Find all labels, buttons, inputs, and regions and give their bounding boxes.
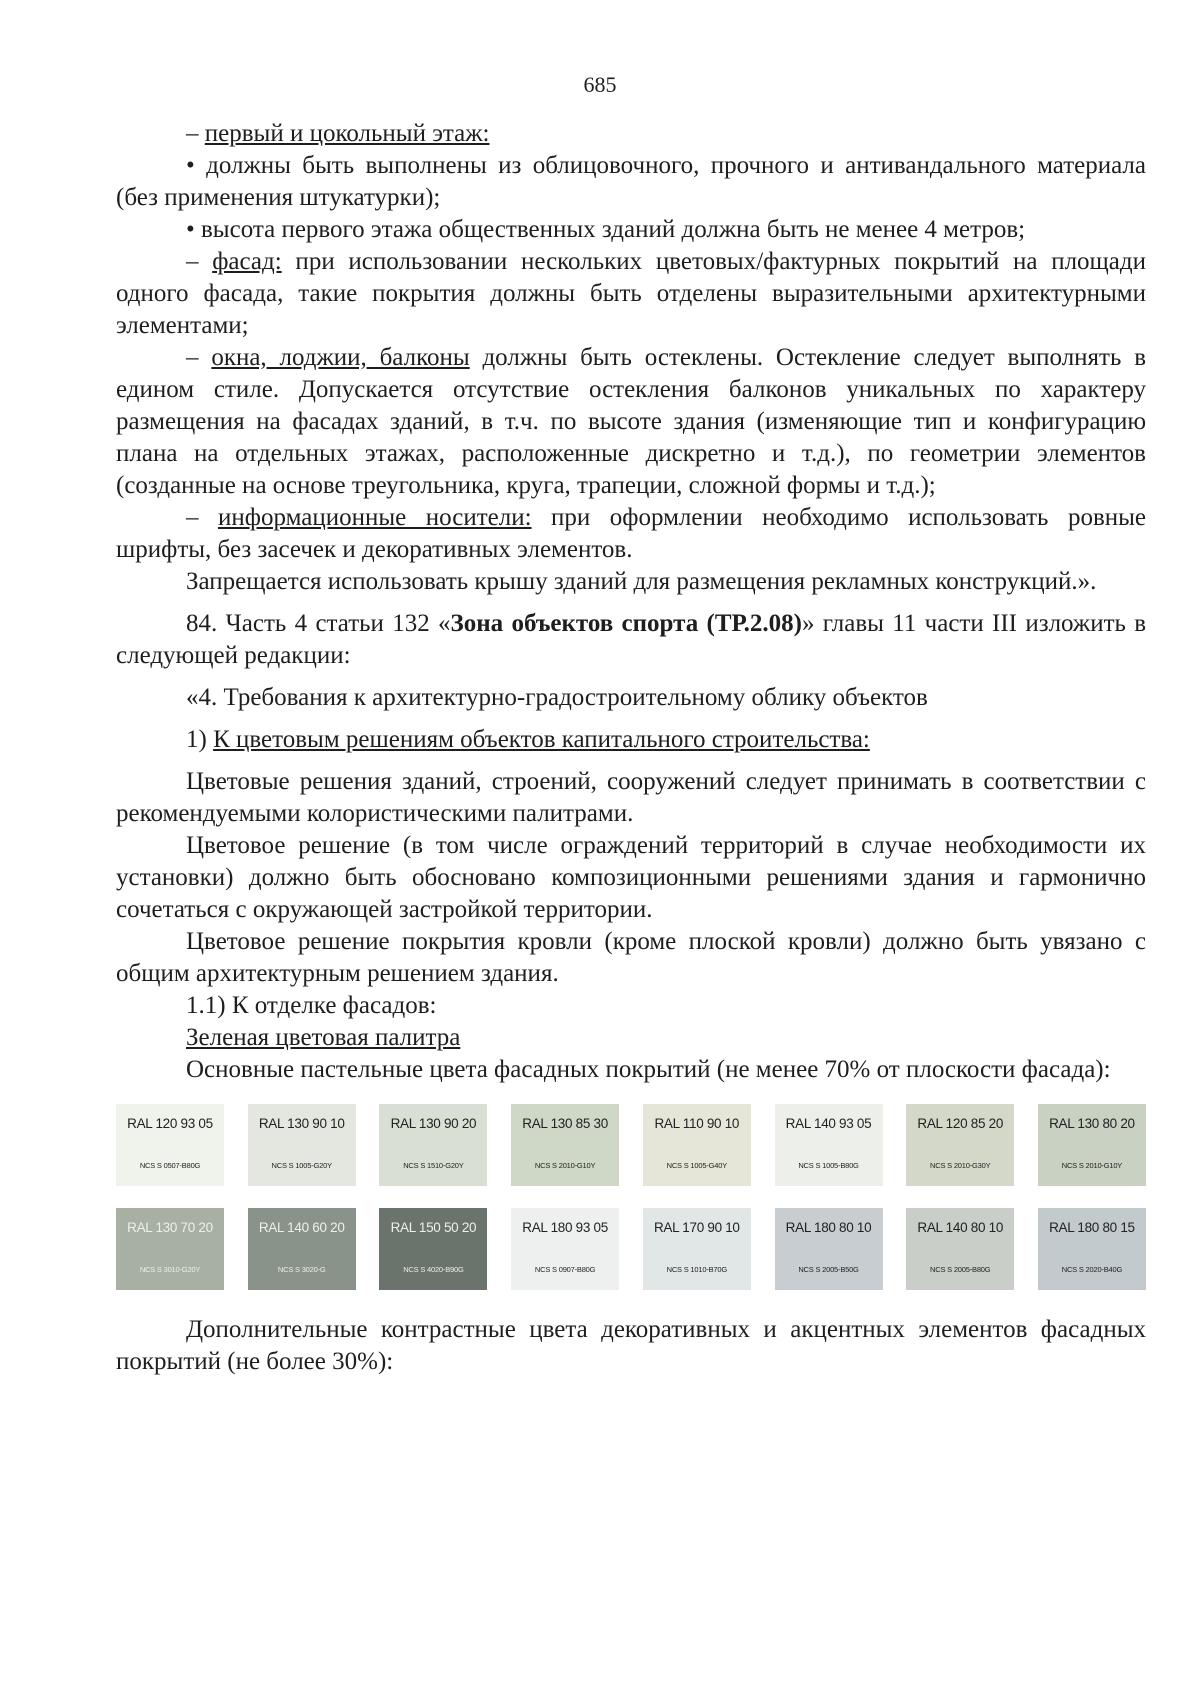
ncs-code: NCS S 1510-G20Y xyxy=(403,1161,464,1170)
ncs-code: NCS S 1010-B70G xyxy=(666,1265,727,1274)
ncs-code: NCS S 1005-G40Y xyxy=(666,1161,727,1170)
paragraph-requirements-heading: «4. Требования к архитектурно-градостроительному облику объектов xyxy=(186,684,928,711)
term-facade: фасад: xyxy=(212,248,282,275)
paragraph-cladding: • должны быть выполнены из облицовочного, прочного и антивандального материала (без применения штукатурки); xyxy=(116,152,1146,211)
color-swatch xyxy=(1038,1208,1146,1290)
term-first-floor: первый и цокольный этаж: xyxy=(204,120,490,147)
dash: – xyxy=(186,344,212,371)
paragraph-color-solutions-heading xyxy=(116,724,1146,756)
paragraph-facade xyxy=(116,246,1146,342)
ncs-code: NCS S 4020-B90G xyxy=(403,1265,464,1274)
ncs-code: NCS S 3010-G20Y xyxy=(139,1265,201,1274)
document-body xyxy=(116,118,1146,1378)
palette-row-main-1 xyxy=(116,1104,1146,1186)
windows-text: должны быть остеклены. Остекление следует выполнять в едином стиле. Допускается отсутствие остекления балконов уникальных по характеру размещения на фасадах зданий, в т.ч. по высоте здания (изменяющие тип и конфигурацию плана на отдельных этажах, расположенные дискретно и т.д.), по геометрии элементов (созданные на основе треугольника, круга, трапеции, сложной формы и т.д.); xyxy=(116,344,1146,499)
color-swatch xyxy=(379,1104,487,1186)
color-swatch xyxy=(643,1104,751,1186)
ral-code: RAL 130 70 20 xyxy=(127,1220,213,1235)
paragraph-fence-color: Цветовое решение (в том числе ограждений территорий в случае необходимости их установки) должно быть обосновано композиционными решениями здания и гармонично сочетаться с окружающей застройкой территории. xyxy=(116,832,1146,923)
facade-text: при использовании нескольких цветовых/фактурных покрытий на площади одного фасада, такие покрытия должны быть отделены выразительными архитектурными элементами; xyxy=(116,248,1146,339)
paragraph-amendment-84 xyxy=(116,608,1146,672)
ncs-code: NCS S 1005-G20Y xyxy=(271,1161,332,1170)
color-swatch xyxy=(248,1104,356,1186)
color-swatch xyxy=(511,1104,619,1186)
ral-code: RAL 130 85 30 xyxy=(522,1116,608,1131)
ncs-code: NCS S 2010-G10Y xyxy=(1061,1161,1123,1170)
amendment-lead: 84. Часть 4 статьи 132 « xyxy=(186,610,451,637)
paragraph-green-palette xyxy=(116,1022,1146,1054)
ral-code: RAL 150 50 20 xyxy=(390,1220,477,1235)
ral-code: RAL 180 93 05 xyxy=(522,1220,608,1235)
ral-code: RAL 180 80 10 xyxy=(785,1220,872,1235)
paragraph-roof-ban: Запрещается использовать крышу зданий для размещения рекламных конструкций.». xyxy=(186,568,1097,595)
color-swatch xyxy=(775,1208,883,1290)
palette-title: Зеленая цветовая палитра xyxy=(186,1024,461,1051)
ncs-code: NCS S 3020-G xyxy=(277,1265,326,1274)
ral-code: RAL 140 80 10 xyxy=(917,1220,1004,1235)
ncs-code: NCS S 2010-G30Y xyxy=(930,1161,991,1170)
color-swatch xyxy=(775,1104,883,1186)
ral-code: RAL 130 80 20 xyxy=(1049,1116,1135,1131)
ncs-code: NCS S 2010-G10Y xyxy=(534,1161,596,1170)
color-swatch xyxy=(379,1208,487,1290)
ral-code: RAL 130 90 20 xyxy=(390,1116,477,1131)
paragraph-main-colors: Основные пастельные цвета фасадных покрытий (не менее 70% от плоскости фасада): xyxy=(186,1056,1111,1083)
ral-code: RAL 180 80 15 xyxy=(1049,1220,1135,1235)
palette-row-main-2 xyxy=(116,1208,1146,1290)
item-number: 1) xyxy=(186,726,214,753)
paragraph-roof-color: Цветовое решение покрытия кровли (кроме плоской кровли) должно быть увязано с общим архитектурным решением здания. xyxy=(116,928,1146,987)
paragraph-info-carriers xyxy=(116,502,1146,566)
ral-code: RAL 140 93 05 xyxy=(785,1116,872,1131)
info-carriers-text: при оформлении необходимо использовать ровные шрифты, без засечек и декоративных элементов. xyxy=(116,504,1147,563)
dash: – xyxy=(186,504,218,531)
ral-code: RAL 120 93 05 xyxy=(127,1116,213,1131)
paragraph-windows xyxy=(116,342,1146,502)
color-swatch xyxy=(643,1208,751,1290)
ncs-code: NCS S 2005-B80G xyxy=(930,1265,991,1274)
ral-code: RAL 110 90 10 xyxy=(654,1116,740,1131)
ral-code: RAL 120 85 20 xyxy=(917,1116,1004,1131)
ral-code: RAL 140 60 20 xyxy=(258,1220,345,1235)
paragraph-floor-height: • высота первого этажа общественных зданий должна быть не менее 4 метров; xyxy=(186,216,1026,243)
term-windows: окна, лоджии, балконы xyxy=(211,344,470,371)
ncs-code: NCS S 2005-B50G xyxy=(798,1265,859,1274)
ncs-code: NCS S 1005-B80G xyxy=(798,1161,859,1170)
term-info-carriers: информационные носители: xyxy=(218,504,532,531)
paragraph-color-palettes: Цветовые решения зданий, строений, сооружений следует принимать в соответствии с рекомендуемыми колористическими палитрами. xyxy=(116,768,1146,827)
term-color-solutions: К цветовым решениям объектов капитального строительства: xyxy=(213,726,870,753)
paragraph-facade-finish: 1.1) К отделке фасадов: xyxy=(186,992,437,1019)
amendment-tail: » главы 11 части III изложить в следующей редакции: xyxy=(116,610,1147,669)
color-swatch xyxy=(116,1208,224,1290)
color-swatch xyxy=(248,1208,356,1290)
dash: – xyxy=(186,248,213,275)
paragraph-accent-colors: Дополнительные контрастные цвета декоративных и акцентных элементов фасадных покрытий (не более 30%): xyxy=(116,1316,1146,1375)
ral-code: RAL 130 90 10 xyxy=(258,1116,345,1131)
ncs-code: NCS S 2020-B40G xyxy=(1061,1265,1123,1274)
color-swatch xyxy=(116,1104,224,1186)
dash: – xyxy=(186,120,205,147)
ral-code: RAL 170 90 10 xyxy=(653,1220,740,1235)
color-swatch xyxy=(1038,1104,1146,1186)
page-number: 685 xyxy=(583,72,617,97)
ncs-code: NCS S 0907-B80G xyxy=(534,1265,596,1274)
color-swatch xyxy=(906,1208,1014,1290)
color-swatch xyxy=(906,1104,1014,1186)
zone-title: Зона объектов спорта (ТР.2.08) xyxy=(450,610,802,637)
color-swatch xyxy=(511,1208,619,1290)
paragraph-first-floor xyxy=(116,118,1146,150)
ncs-code: NCS S 0507-B80G xyxy=(139,1161,201,1170)
